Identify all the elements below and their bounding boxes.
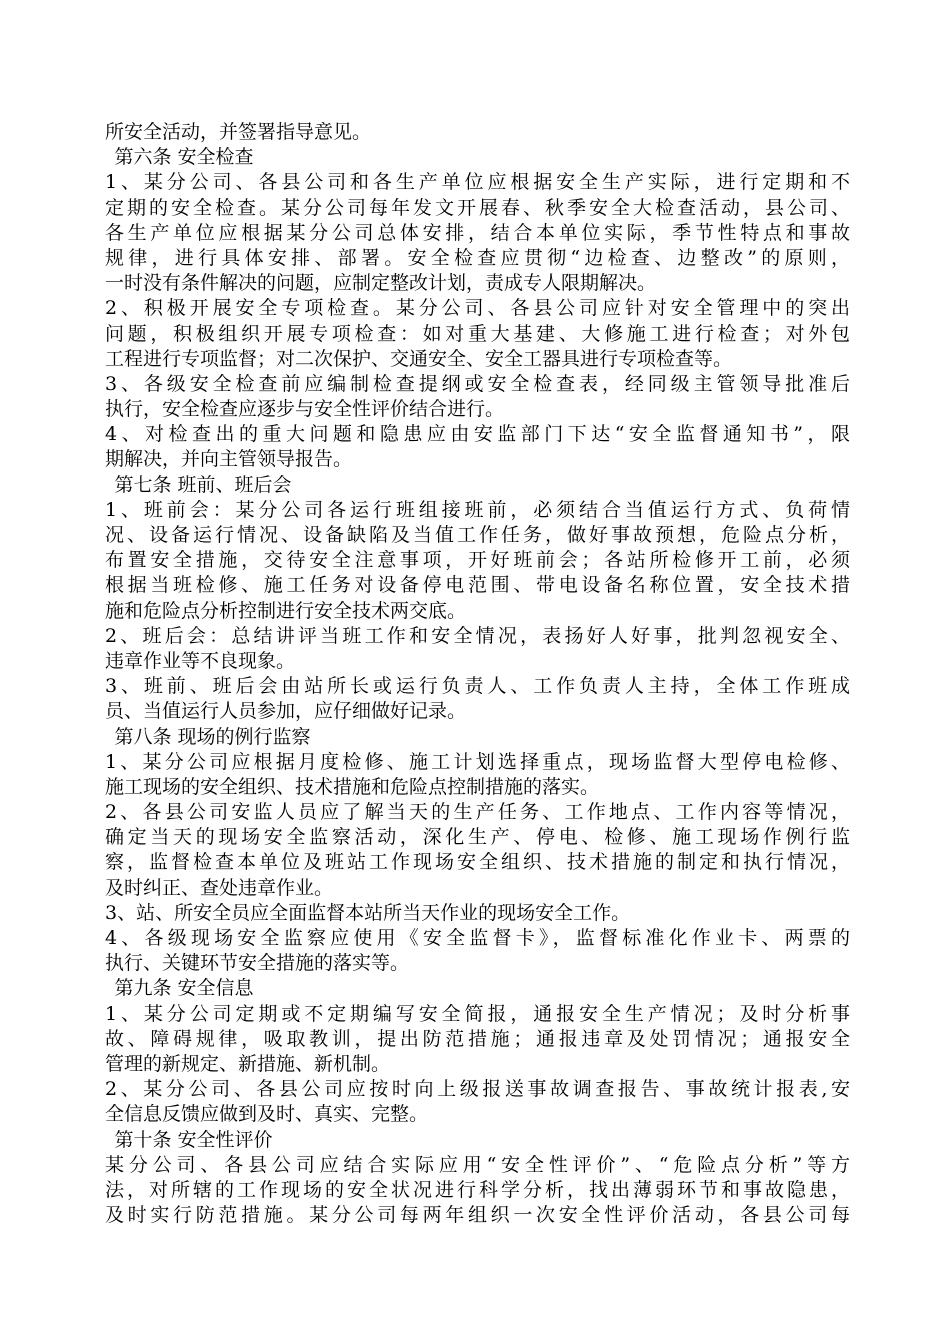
text-line: 况、设备运行情况、设备缺陷及当值工作任务，做好事故预想，危险点分析， <box>105 524 850 546</box>
text-line: 违章作业等不良现象。 <box>105 649 296 672</box>
text-line: 管理的新规定、新措施、新机制。 <box>105 1052 391 1075</box>
text-line: 期解决，并向主管领导报告。 <box>105 448 353 471</box>
text-line: 一时没有条件解决的问题，应制定整改计划，责成专人限期解决。 <box>105 272 657 295</box>
text-line: 施工现场的安全组织、技术措施和危险点控制措施的落实。 <box>105 775 600 798</box>
text-line: 执行、关键环节安全措施的落实等。 <box>105 952 410 975</box>
text-line: 问题，积极组织开展专项检查：如对重大基建、大修施工进行检查；对外包 <box>105 322 850 345</box>
text-line: 1、某分公司、各县公司和各生产单位应根据安全生产实际，进行定期和不 <box>105 171 850 194</box>
text-line: 所安全活动，并签署指导意见。 <box>105 121 372 143</box>
text-line: 2、某分公司、各县公司应按时向上级报送事故调查报告、事故统计报表,安 <box>105 1078 850 1101</box>
text-line: 2、班后会：总结讲评当班工作和安全情况，表扬好人好事，批判忽视安全、 <box>105 624 850 647</box>
text-line: 及时实行防范措施。某分公司每两年组织一次安全性评价活动，各县公司每 <box>105 1204 850 1227</box>
text-line: 工程进行专项监督；对二次保护、交通安全、安全工器具进行专项检查等。 <box>105 347 733 370</box>
text-line: 及时纠正、查处违章作业。 <box>105 876 334 899</box>
text-line: 4、对检查出的重大问题和隐患应由安监部门下达“安全监督通知书”，限 <box>105 423 850 446</box>
text-line: 2、各县公司安监人员应了解当天的生产任务、工作地点、工作内容等情况， <box>105 801 850 824</box>
text-line: 故、障碍规律，吸取教训，提出防范措施；通报违章及处罚情况；通报安全 <box>105 1027 850 1050</box>
text-line: 3、站、所安全员应全面监督本站所当天作业的现场安全工作。 <box>105 901 631 924</box>
text-line: 1、某分公司定期或不定期编写安全简报，通报安全生产情况；及时分析事 <box>105 1002 850 1025</box>
text-line: 3、班前、班后会由站所长或运行负责人、工作负责人主持，全体工作班成 <box>105 675 850 698</box>
text-line: 全信息反馈应做到及时、真实、完整。 <box>105 1103 429 1126</box>
text-line: 执行，安全检查应逐步与安全性评价结合进行。 <box>105 398 505 421</box>
text-line: 根据当班检修、施工任务对设备停电范围、带电设备名称位置，安全技术措 <box>105 574 850 597</box>
text-line: 法，对所辖的工作现场的安全状况进行科学分析，找出薄弱环节和事故隐患， <box>105 1178 850 1201</box>
section-heading: 第六条 安全检查 <box>114 146 254 169</box>
section-heading: 第七条 班前、班后会 <box>114 473 292 496</box>
text-line: 3、各级安全检查前应编制检查提纲或安全检查表，经同级主管领导批准后 <box>105 372 850 395</box>
text-line: 规律，进行具体安排、部署。安全检查应贯彻“边检查、边整改”的原则， <box>105 246 850 269</box>
section-heading: 第十条 安全性评价 <box>114 1128 273 1151</box>
text-line: 某分公司、各县公司应结合实际应用“安全性评价”、“危险点分析”等方 <box>105 1153 850 1176</box>
section-heading: 第八条 现场的例行监察 <box>114 725 311 748</box>
text-line: 确定当天的现场安全监察活动，深化生产、停电、检修、施工现场作例行监 <box>105 826 850 849</box>
text-line: 施和危险点分析控制进行安全技术两交底。 <box>105 599 467 622</box>
text-line: 布置安全措施，交待安全注意事项，开好班前会；各站所检修开工前，必须 <box>105 549 850 572</box>
text-line: 定期的安全检查。某分公司每年发文开展春、秋季安全大检查活动，县公司、 <box>105 196 850 219</box>
text-line: 察，监督检查本单位及班站工作现场安全组织、技术措施的制定和执行情况， <box>105 851 850 874</box>
text-line: 各生产单位应根据某分公司总体安排，结合本单位实际，季节性特点和事故 <box>105 221 850 244</box>
text-line: 1、班前会：某分公司各运行班组接班前，必须结合当值运行方式、负荷情 <box>105 498 850 521</box>
section-heading: 第九条 安全信息 <box>114 977 254 1000</box>
text-line: 1、某分公司应根据月度检修、施工计划选择重点，现场监督大型停电检修、 <box>105 750 850 773</box>
text-line: 4、各级现场安全监察应使用《安全监督卡》，监督标准化作业卡、两票的 <box>105 927 850 949</box>
text-line: 员、当值运行人员参加，应仔细做好记录。 <box>105 700 467 723</box>
text-line: 2、积极开展安全专项检查。某分公司、各县公司应针对安全管理中的突出 <box>105 297 850 320</box>
document-page <box>105 120 850 1228</box>
